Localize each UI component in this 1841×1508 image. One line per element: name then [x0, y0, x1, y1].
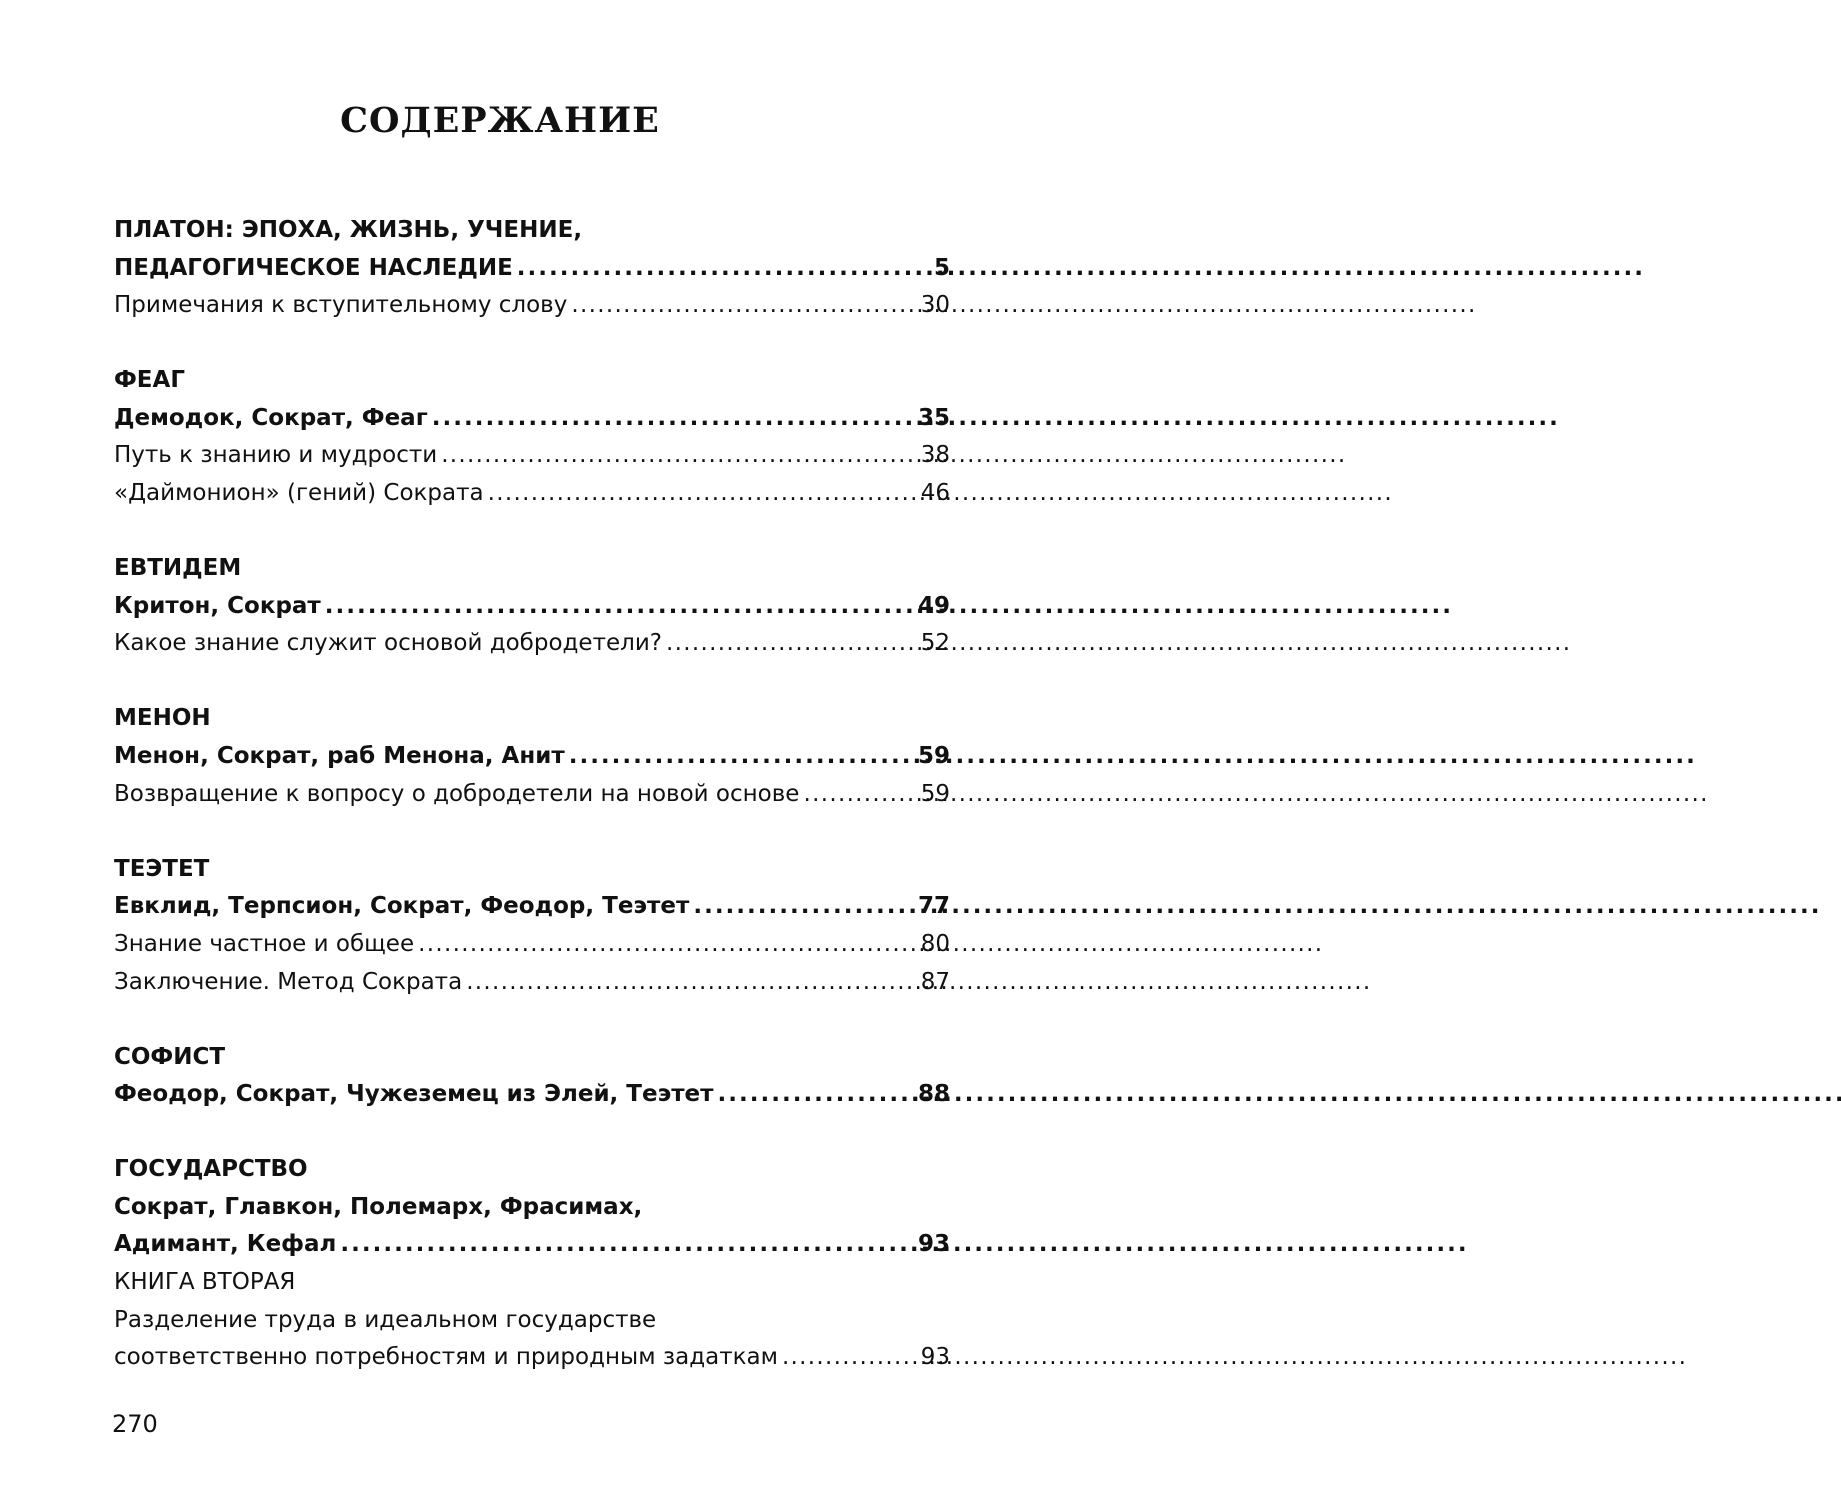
entry-label: Евклид, Терпсион, Сократ, Феодор, Теэтет [114, 893, 690, 920]
entry-page-number: 77 [917, 893, 950, 920]
entry-page-number: 80 [920, 930, 950, 957]
entry-label: Адимант, Кефал [114, 1231, 337, 1258]
dot-leader [340, 1226, 914, 1264]
entry-label-line: Разделение труда в идеальном государстве [114, 1306, 657, 1333]
toc-section-sofist [114, 1039, 950, 1114]
entry-page-number: 38 [920, 442, 950, 469]
toc-entry[interactable] [114, 926, 950, 964]
section-title-entry[interactable] [114, 250, 950, 288]
toc-entry[interactable] [114, 437, 950, 475]
toc-section-gosudarstvo [114, 1151, 950, 1377]
entry-page-number: 35 [917, 404, 950, 431]
page-title: СОДЕРЖАНИЕ [340, 100, 660, 141]
book-subtitle: КНИГА ВТОРАЯ [114, 1269, 296, 1296]
toc-section-menon [114, 700, 950, 813]
dot-leader [782, 1339, 917, 1377]
entry-page-number: 93 [917, 1231, 950, 1258]
entry-label: ПЕДАГОГИЧЕСКОЕ НАСЛЕДИЕ [114, 254, 513, 281]
dot-leader [325, 588, 914, 626]
entry-label: Какое знание служит основой добродетели? [114, 630, 662, 657]
dot-leader [717, 1076, 914, 1114]
toc-entry[interactable] [114, 964, 950, 1002]
section-title: ТЕЭТЕТ [114, 855, 210, 882]
dot-leader [569, 738, 914, 776]
dot-leader [418, 926, 917, 964]
persons-line: Сократ, Главкон, Полемарх, Фрасимах, [114, 1193, 643, 1220]
toc-entry[interactable] [114, 1339, 950, 1377]
entry-label: Примечания к вступительному слову [114, 292, 568, 319]
entry-label: Возвращение к вопросу о добродетели на новой основе [114, 780, 800, 807]
entry-label: Путь к знанию и мудрости [114, 442, 438, 469]
section-title-line: ПЛАТОН: ЭПОХА, ЖИЗНЬ, УЧЕНИЕ, [114, 217, 583, 243]
toc-entry-persons[interactable] [114, 1226, 950, 1264]
dot-leader [693, 888, 914, 926]
section-title: ЕВТИДЕМ [114, 555, 242, 582]
entry-label: соответственно потребностям и природным задаткам [114, 1344, 778, 1371]
entry-page-number: 59 [920, 780, 950, 807]
entry-page-number: 49 [917, 592, 950, 619]
section-title: СОФИСТ [114, 1043, 226, 1070]
dot-leader [517, 250, 930, 288]
entry-label: Критон, Сократ [114, 592, 321, 619]
dot-leader [666, 625, 917, 663]
toc-section-evtidem [114, 550, 950, 663]
section-title: ГОСУДАРСТВО [114, 1156, 308, 1183]
toc-entry-persons[interactable] [114, 400, 950, 438]
entry-page-number: 5 [933, 254, 950, 281]
entry-label: Менон, Сократ, раб Менона, Анит [114, 743, 565, 770]
entry-label: Феодор, Сократ, Чужеземец из Элей, Теэтет [114, 1081, 714, 1108]
toc-section-intro [114, 212, 950, 325]
toc-section-teetet [114, 851, 950, 1001]
toc-entry[interactable] [114, 625, 950, 663]
dot-leader [432, 400, 914, 438]
entry-page-number: 46 [920, 480, 950, 507]
toc-entry[interactable] [114, 776, 950, 814]
table-of-contents [114, 212, 950, 1377]
entry-label: Заключение. Метод Сократа [114, 968, 463, 995]
section-title: ФЕАГ [114, 367, 185, 394]
toc-entry-persons[interactable] [114, 588, 950, 626]
entry-page-number: 87 [920, 968, 950, 995]
toc-entry-persons[interactable] [114, 888, 950, 926]
toc-entry[interactable] [114, 287, 950, 325]
toc-section-feag [114, 362, 950, 512]
entry-page-number: 52 [920, 630, 950, 657]
page-number: 270 [112, 1410, 158, 1438]
entry-label: «Даймонион» (гений) Сократа [114, 480, 484, 507]
toc-entry[interactable] [114, 475, 950, 513]
dot-leader [803, 776, 916, 814]
entry-page-number: 30 [920, 292, 950, 319]
dot-leader [488, 475, 917, 513]
toc-entry-persons[interactable] [114, 738, 950, 776]
entry-page-number: 88 [917, 1081, 950, 1108]
section-title: МЕНОН [114, 705, 211, 732]
entry-label: Демодок, Сократ, Феаг [114, 404, 428, 431]
dot-leader [441, 437, 917, 475]
toc-entry-persons[interactable] [114, 1076, 950, 1114]
dot-leader [571, 287, 916, 325]
entry-page-number: 59 [917, 743, 950, 770]
dot-leader [466, 964, 917, 1002]
entry-page-number: 93 [920, 1344, 950, 1371]
entry-label: Знание частное и общее [114, 930, 415, 957]
